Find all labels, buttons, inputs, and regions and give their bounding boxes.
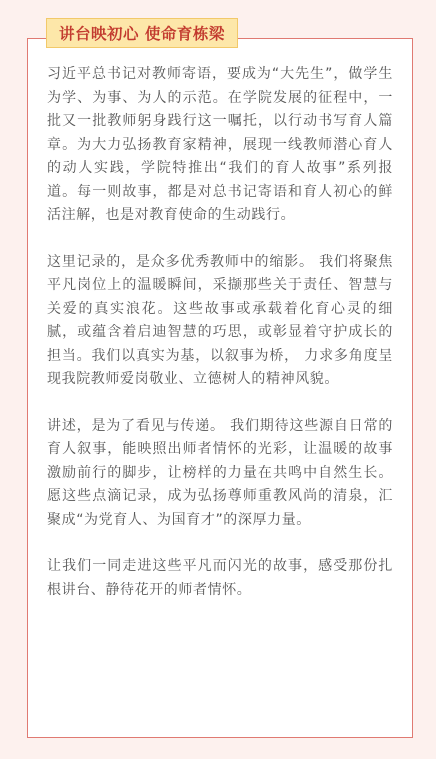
article-body xyxy=(47,63,393,625)
paragraph-intro: 习近平总书记对教师寄语，要成为“大先生”，做学生为学、为事、为人的示范。在学院发展的征程中，一批又一批教师躬身践行这一嘱托，以行动书写育人篇章。为大力弘扬教育家精神，展现一线教师潜心育人的动人实践，学院特推出“我们的育人故事”系列报道。每一则故事，都是对总书记寄语和育人初心的鲜活注解，也是对教育使命的生动践行。 xyxy=(47,66,393,223)
page-title: 讲台映初心 使命育栋梁 xyxy=(59,25,225,43)
paragraph-closing: 让我们一同走进这些平凡而闪光的故事，感受那份扎根讲台、静待花开的师者情怀。 xyxy=(47,558,393,598)
paragraph-purpose: 讲述，是为了看见与传递。 我们期待这些源自日常的育人叙事，能映照出师者情怀的光彩，让温暖的故事激励前行的脚步，让榜样的力量在共鸣中自然生长。 愿这些点滴记录，成为弘扬尊师重教风尚的清泉，汇聚成“为党育人、为国育才”的深厚力量。 xyxy=(47,417,393,528)
paragraph-records: 这里记录的，是众多优秀教师中的缩影。 我们将聚焦平凡岗位上的温暖瞬间，采撷那些关于责任、智慧与关爱的真实浪花。这些故事或承载着化育心灵的细腻，或蕴含着启迪智慧的巧思，或彰显着守护成长的担当。我们以真实为基，以叙事为桥， 力求多角度呈现我院教师爱岗敬业、立德树人的精神风貌。 xyxy=(47,253,393,387)
title-tab xyxy=(46,18,238,48)
